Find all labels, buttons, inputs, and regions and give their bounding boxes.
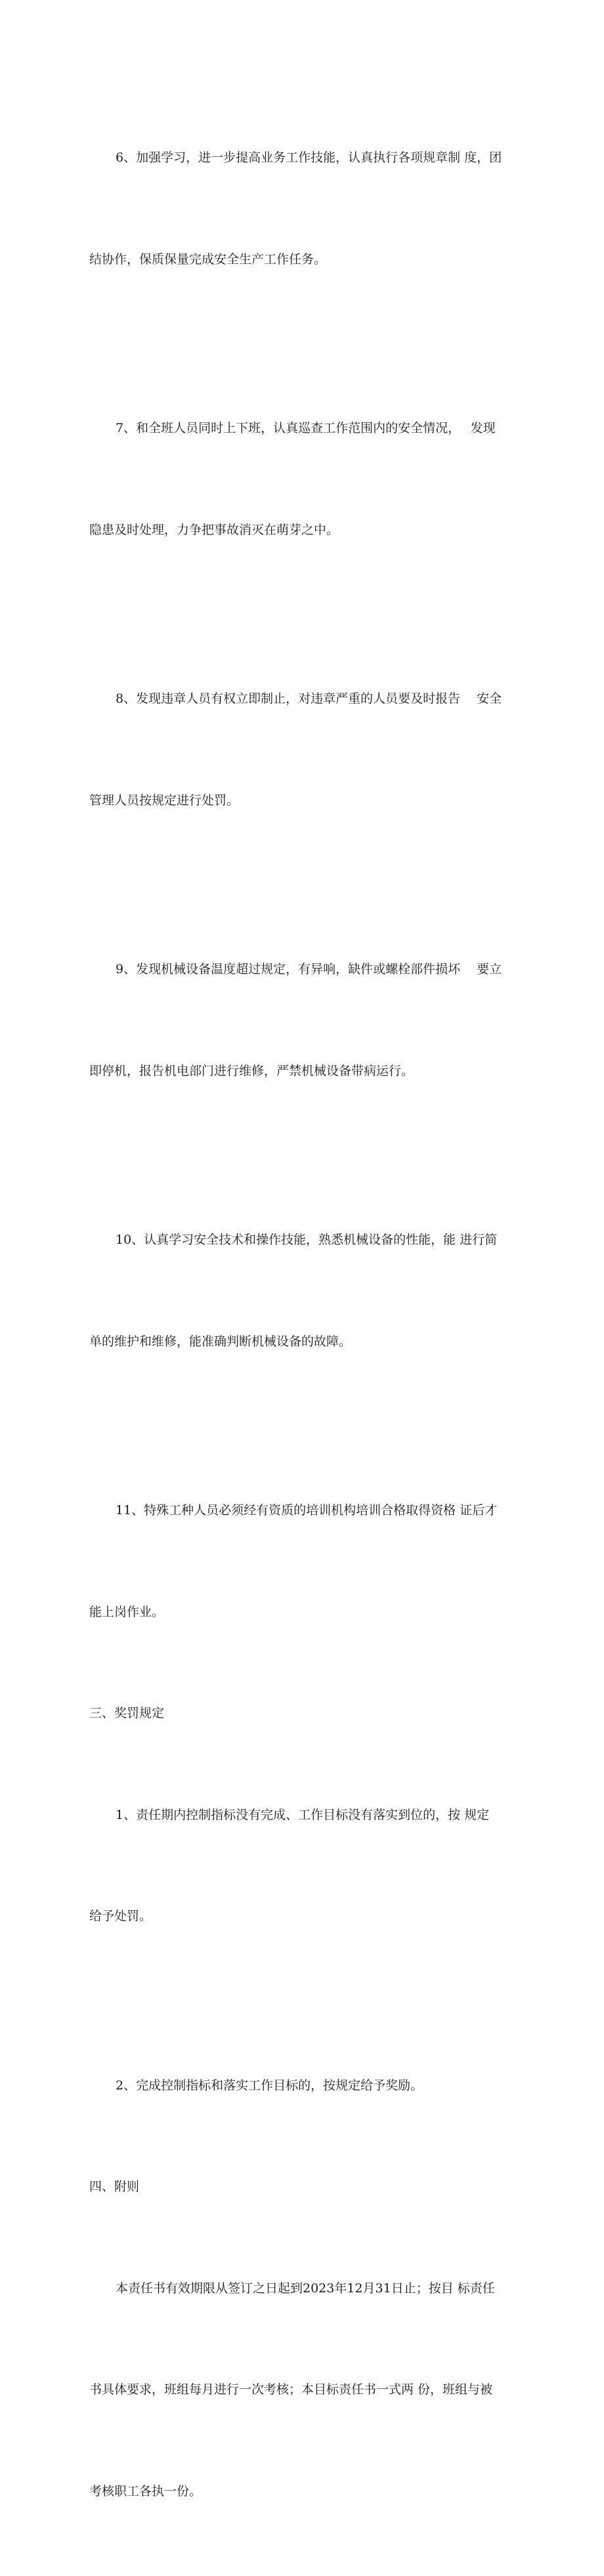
clause-line: 即停机，报告机电部门进行维修，严禁机械设备带病运行。 (89, 1055, 523, 1089)
clause-line: 6、加强学习，进一步提高业务工作技能，认真执行各项规章制 度，团 (89, 141, 523, 175)
reward-clause-2 (89, 2001, 523, 2171)
clause-line: 11、特殊工种人员必须经有资质的培训机构培训合格取得资格 证后才 (89, 1494, 523, 1528)
clause-line: 10、认真学习安全技术和操作技能，熟悉机械设备的性能，能 进行简 (89, 1223, 523, 1257)
clause-8 (89, 615, 523, 885)
clause-9 (89, 885, 523, 1156)
clause-6 (89, 74, 523, 344)
clause-line: 8、发现违章人员有权立即制止，对违章严重的人员要及时报告 安全 (89, 682, 523, 716)
section-heading: 三、奖罚规定 (89, 1697, 523, 1731)
clause-line: 单的维护和维修，能准确判断机械设备的故障。 (89, 1325, 523, 1359)
clause-line: 隐患及时处理，力争把事故消灭在萌芽之中。 (89, 513, 523, 548)
clause-10 (89, 1156, 523, 1426)
document-page (89, 74, 523, 2576)
section-two-items (89, 74, 523, 1697)
clause-line: 管理人员按规定进行处罚。 (89, 784, 523, 818)
clause-line: 2、完成控制指标和落实工作目标的，按规定给予奖励。 (89, 2069, 523, 2103)
clause-line: 给予处罚。 (89, 1900, 523, 1934)
clause-line: 能上岗作业。 (89, 1596, 523, 1630)
clause-line: 考核职工各执一份。 (89, 2475, 523, 2509)
clause-line: 本责任书有效期限从签订之日起到2023年12月31日止；按目 标责任 (89, 2272, 523, 2306)
reward-clause-1 (89, 1731, 523, 2001)
clause-line: 结协作，保质保量完成安全生产工作任务。 (89, 243, 523, 277)
clause-11 (89, 1426, 523, 1697)
clause-7 (89, 344, 523, 615)
section-four (89, 2170, 523, 2576)
clause-line: 9、发现机械设备温度超过规定，有异响，缺件或螺栓部件损坏 要立 (89, 953, 523, 987)
section-heading: 四、附则 (89, 2170, 523, 2204)
clause-line: 7、和全班人员同时上下班，认真巡查工作范围内的安全情况， 发现 (89, 412, 523, 446)
clause-line: 1、责任期内控制指标没有完成、工作目标没有落实到位的，按 规定 (89, 1799, 523, 1833)
appendix-clause (89, 2204, 523, 2576)
section-three (89, 1697, 523, 2170)
clause-line: 书具体要求，班组每月进行一次考核；本目标责任书一式两 份，班组与被 (89, 2373, 523, 2407)
